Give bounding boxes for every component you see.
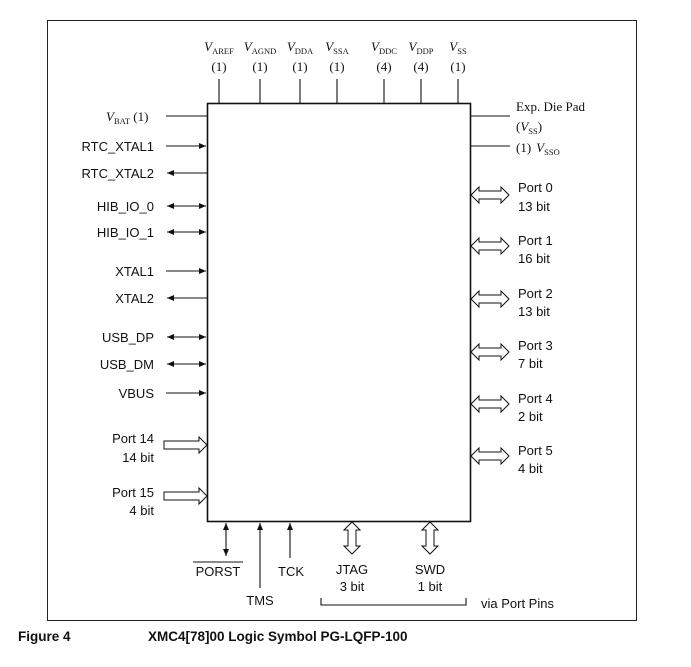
port-name: Port 2: [518, 286, 553, 301]
bidir-bus-arrow-icon: [471, 344, 509, 360]
pin-label: RTC_XTAL1: [81, 139, 154, 154]
pin-base: V: [536, 140, 545, 155]
pin-subscript: DDP: [416, 46, 434, 56]
right-port-2: [471, 286, 553, 319]
port-name: Port 5: [518, 443, 553, 458]
pin-count: (4): [376, 59, 392, 74]
pin-base: V: [449, 39, 458, 54]
exp-die-pad-label: Exp. Die Pad: [516, 99, 585, 114]
pin-subscript: DDC: [379, 46, 397, 56]
right-port-5: [471, 443, 553, 476]
left-pin-xtal1: [115, 264, 206, 279]
svg-text:VAGND: [244, 39, 277, 56]
pin-subscript: AGND: [251, 46, 277, 56]
pin-count: (1): [211, 59, 227, 74]
svg-text:(VSS): [516, 119, 542, 136]
port-name: Port 14: [112, 431, 154, 446]
bus-arrow-icon: [164, 437, 207, 453]
top-supply-pin: [449, 39, 467, 103]
port-width: 3 bit: [339, 579, 365, 594]
pin-count: (1): [252, 59, 268, 74]
paren-open: (: [516, 119, 521, 134]
left-pin-usb-dp: [102, 330, 206, 345]
bidir-bus-arrow-icon: [471, 187, 509, 203]
port-name: Port 4: [518, 391, 553, 406]
pin-base: V: [286, 39, 295, 54]
vsso-pin: [471, 140, 560, 157]
pin-count: (4): [413, 59, 429, 74]
pin-label: XTAL1: [115, 264, 154, 279]
port-width: 13 bit: [518, 199, 550, 214]
pin-label: USB_DM: [99, 357, 154, 372]
pin-subscript: BAT: [113, 116, 131, 126]
bottom-port-jtag: [336, 522, 368, 594]
svg-text:VSSA: [325, 39, 349, 56]
bracket: [321, 598, 466, 605]
pin-label: USB_DP: [101, 330, 154, 345]
right-port-4: [471, 391, 553, 424]
port-width: 7 bit: [518, 356, 543, 371]
figure-number: Figure 4: [18, 629, 71, 644]
pin-base: V: [106, 109, 114, 124]
right-port-1: [471, 233, 553, 266]
top-supply-pin: [371, 39, 397, 103]
svg-text:VSS: [449, 39, 467, 56]
pin-subscript: SSA: [333, 46, 349, 56]
left-pin-rtc-xtal1: [82, 139, 207, 154]
pin-subscript: AREF: [212, 46, 234, 56]
pin-base: V: [520, 119, 529, 134]
figure-title: XMC4[78]00 Logic Symbol PG-LQFP-100: [148, 629, 408, 644]
bracket-label: via Port Pins: [481, 596, 554, 611]
port-width: 14 bit: [122, 450, 154, 465]
port-width: 4 bit: [518, 461, 543, 476]
bidir-bus-arrow-icon: [471, 396, 509, 412]
svg-text:(1)VSSO: [516, 140, 560, 157]
left-port-14: [112, 431, 207, 465]
pin-label: TMS: [246, 593, 274, 608]
bus-arrow-icon: [164, 488, 207, 504]
pin-count: (1): [130, 109, 149, 124]
pin-label: XTAL2: [115, 291, 154, 306]
pin-subscript: SSO: [544, 147, 560, 157]
top-supply-pin: [244, 39, 277, 103]
figure-caption: [18, 629, 408, 644]
bidir-bus-arrow-icon: [471, 291, 509, 307]
bidir-bus-arrow-icon: [344, 522, 360, 554]
pin-base: V: [408, 39, 417, 54]
right-port-3: [471, 338, 553, 371]
port-width: 2 bit: [518, 409, 543, 424]
left-pin-vbus: [119, 386, 206, 401]
top-supply-pin: [287, 39, 314, 103]
pin-label: HIB_IO_0: [96, 199, 154, 214]
port-name: Port 1: [518, 233, 553, 248]
port-width: 13 bit: [518, 304, 550, 319]
pin-count: (1): [516, 140, 532, 155]
top-supply-pin: [204, 39, 234, 103]
svg-text:VDDA: [287, 39, 314, 56]
left-pin-hib-io-0: [97, 199, 206, 214]
pin-label: HIB_IO_1: [96, 225, 154, 240]
pin-label: PORST: [195, 564, 241, 579]
port-name: SWD: [414, 562, 446, 577]
pin-label: RTC_XTAL2: [81, 166, 154, 181]
pin-count: (1): [292, 59, 308, 74]
bottom-pin-tms: [246, 523, 274, 608]
left-port-15: [112, 485, 207, 518]
paren-close: ): [537, 119, 543, 134]
left-pin-rtc-xtal2: [82, 166, 208, 181]
port-name: JTAG: [335, 562, 369, 577]
top-supply-pin: [409, 39, 434, 103]
bottom-pin-tck: [278, 523, 304, 579]
pin-base: V: [325, 39, 334, 54]
svg-text:VDDP: [409, 39, 434, 56]
port-width: 4 bit: [129, 503, 154, 518]
port-name: Port 3: [518, 338, 553, 353]
left-pin-xtal2: [115, 291, 207, 306]
svg-text:VBAT (1): [106, 109, 148, 126]
chip-body: [208, 104, 471, 522]
via-port-pins-bracket: [321, 596, 554, 611]
pin-base: V: [243, 39, 252, 54]
bidir-bus-arrow-icon: [471, 238, 509, 254]
exp-die-pad-pin: [471, 99, 585, 136]
bidir-bus-arrow-icon: [471, 448, 509, 464]
port-width: 16 bit: [518, 251, 550, 266]
pin-label: TCK: [278, 564, 304, 579]
pin-subscript: SS: [457, 46, 467, 56]
pin-base: V: [204, 39, 213, 54]
right-port-0: [471, 180, 553, 214]
left-pin-usb-dm: [100, 357, 206, 372]
port-name: Port 15: [112, 485, 154, 500]
pin-count: (1): [329, 59, 345, 74]
port-name: Port 0: [518, 180, 553, 195]
svg-text:VDDC: [371, 39, 397, 56]
svg-text:VAREF: [204, 39, 234, 56]
pin-subscript: DDA: [294, 46, 314, 56]
pin-base: V: [371, 39, 379, 54]
left-pin-hib-io-1: [97, 225, 206, 240]
pin-subscript: SS: [528, 126, 538, 136]
bottom-port-swd: [415, 522, 445, 594]
bidir-bus-arrow-icon: [422, 522, 438, 554]
top-supply-pin: [325, 39, 349, 103]
pin-count: (1): [450, 59, 466, 74]
vbat-pin: [106, 109, 207, 126]
bottom-pin-porst: [193, 523, 243, 579]
pin-label: VBUS: [118, 386, 154, 401]
port-width: 1 bit: [417, 579, 443, 594]
